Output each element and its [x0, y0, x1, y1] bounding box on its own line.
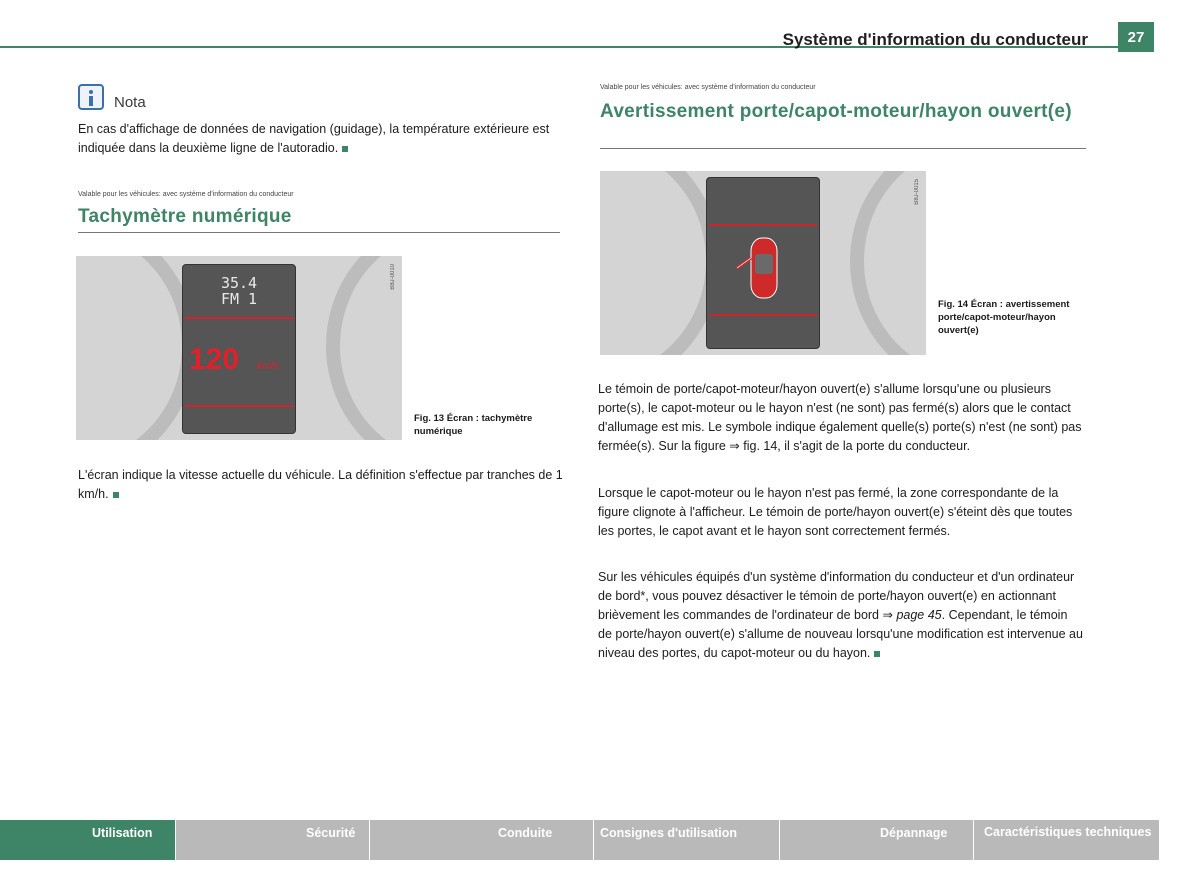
figure-13-digital-speedometer	[76, 256, 402, 440]
figure-code: B8J-0015	[914, 179, 920, 205]
note-text	[78, 120, 568, 158]
left-dial	[76, 256, 196, 440]
paragraph-warning-1: Le témoin de porte/capot-moteur/hayon ouvert(e) s'allume lorsqu'une ou plusieurs porte(s), le capot-moteur ou le hayon n'est (ne sont) pas fermé(s) alors que le contact d'allumage est mis. Le symbole indique également quelle(s) porte(s) n'est (ne sont) pas fermée(s). Sur la figure ⇒ fig. 14, il s'agit de la porte du conducteur.	[598, 382, 1082, 453]
paragraph-warning-3-text: Sur les véhicules équipés d'un système d'information du conducteur et d'un ordinateur de bord*, vous pouvez désactiver le témoin de porte/hayon ouvert(e) en actionnant brièvement les commandes de l'ordinateur de bord ⇒	[598, 570, 1075, 622]
end-marker-icon	[342, 146, 348, 152]
tab-consignes[interactable]: Consignes d'utilisation	[594, 820, 780, 860]
note-title: Nota	[114, 94, 146, 111]
chapter-nav	[0, 820, 1160, 860]
tab-conduite[interactable]: Conduite	[370, 820, 594, 860]
paragraph-speed-text: L'écran indique la vitesse actuelle du véhicule. La définition s'effectue par tranches de 1 km/h.	[78, 468, 563, 501]
paragraph-warning-2: Lorsque le capot-moteur ou le hayon n'est pas fermé, la zone correspondante de la figure clignote à l'afficheur. Le témoin de porte/hayon ouvert(e) s'éteint dès que toutes les portes, le capot avant et le hayon sont correctement fermés.	[598, 486, 1073, 538]
section-title-tachymetre: Tachymètre numérique	[78, 206, 292, 227]
figure-14-caption: Fig. 14 Écran : avertissement porte/capot-moteur/hayon ouvert(e)	[938, 299, 1070, 336]
display-red-line	[185, 317, 293, 319]
applicability-note: Valable pour les véhicules: avec système d'information du conducteur	[78, 191, 294, 198]
left-dial	[600, 171, 720, 355]
paragraph-warning-3-end: . Cependant, le témoin de porte/hayon ouvert(e) s'allume de nouveau lorsqu'une modification est intervenue au niveau des portes, du capot-moteur ou du hayon.	[598, 608, 1083, 660]
figure-13-caption: Fig. 13 Écran : tachymètre numérique	[414, 413, 533, 437]
section-rule	[600, 148, 1086, 149]
display-red-line	[709, 314, 817, 316]
tab-utilisation[interactable]: Utilisation	[0, 820, 176, 860]
car-door-open-icon	[729, 232, 797, 318]
warning-display	[706, 177, 820, 349]
info-icon	[78, 84, 104, 110]
figure-14-door-warning	[600, 171, 926, 355]
speed-value: 120	[189, 343, 240, 376]
page-header-title: Système d'information du conducteur	[782, 30, 1088, 49]
section-rule	[78, 232, 560, 233]
section-title-avertissement: Avertissement porte/capot-moteur/hayon ouvert(e)	[600, 101, 1072, 122]
applicability-note: Valable pour les véhicules: avec système d'information du conducteur	[600, 84, 816, 91]
display-red-line	[709, 224, 817, 226]
end-marker-icon	[874, 651, 880, 657]
tab-caracteristiques[interactable]: Caractéristiques techniques	[974, 820, 1160, 860]
tab-depannage[interactable]: Dépannage	[780, 820, 974, 860]
figure-code: B8J-0010	[390, 264, 396, 290]
speed-unit: km/h	[257, 361, 279, 372]
paragraph-warning-3	[598, 568, 1084, 663]
note-text-content: En cas d'affichage de données de navigation (guidage), la température extérieure est indiquée dans la deuxième ligne de l'autoradio.	[78, 122, 550, 155]
tab-securite[interactable]: Sécurité	[176, 820, 370, 860]
page-number: 27	[1118, 22, 1154, 52]
speed-display	[182, 264, 296, 434]
page-reference-link[interactable]: page 45	[896, 608, 942, 622]
end-marker-icon	[113, 492, 119, 498]
display-red-line	[185, 405, 293, 407]
odometer-readout: 35.4 FM 1	[220, 274, 258, 308]
paragraph-speed	[78, 466, 568, 504]
